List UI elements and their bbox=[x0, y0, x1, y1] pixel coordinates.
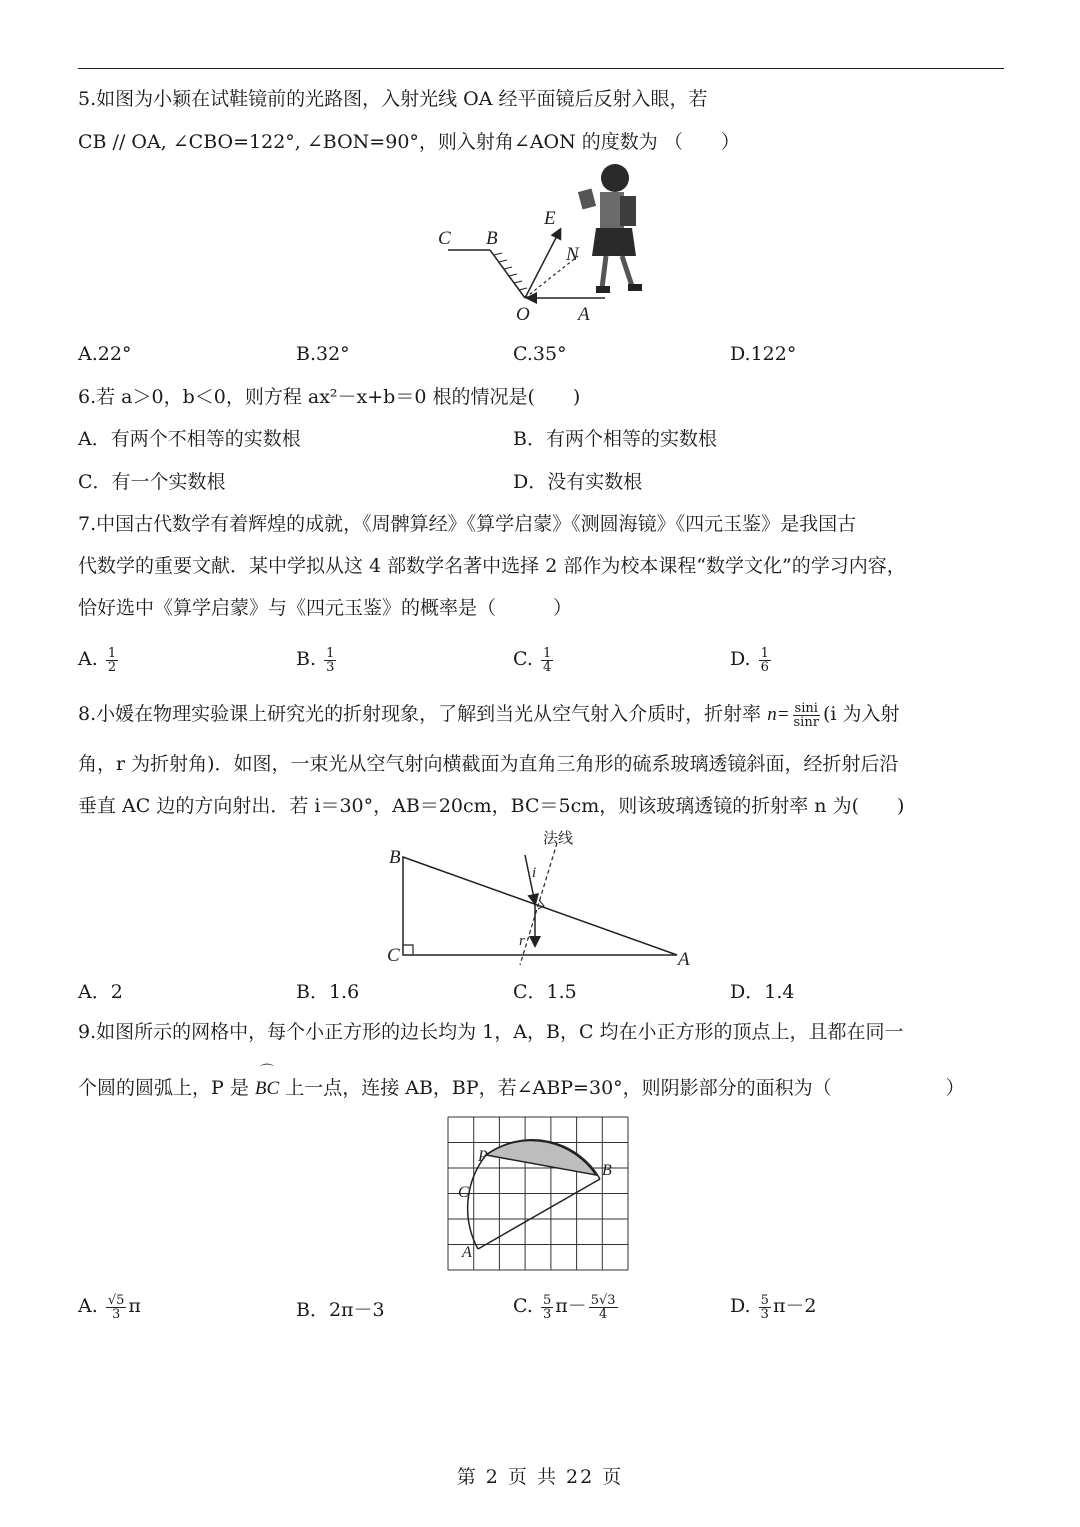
girl-illustration bbox=[578, 164, 642, 293]
q6-option-a: A．有两个不相等的实数根 bbox=[78, 428, 301, 450]
q9-figure bbox=[448, 1117, 630, 1271]
q8-label-c: C bbox=[387, 945, 400, 966]
q5-option-b: B.32° bbox=[296, 343, 350, 365]
q9-label-c: C bbox=[458, 1184, 469, 1201]
q7-line3: 恰好选中《算学启蒙》与《四元玉鉴》的概率是（ ） bbox=[78, 597, 573, 619]
q6-option-b: B．有两个相等的实数根 bbox=[513, 428, 717, 450]
q6-line1: 6.若 a＞0，b＜0，则方程 ax²－x+b＝0 根的情况是( ) bbox=[78, 386, 581, 408]
header-rule bbox=[78, 68, 1004, 69]
q9-label-a: A bbox=[462, 1244, 472, 1261]
q9-arc-bc: BC bbox=[254, 1078, 280, 1099]
q9-label-p: P bbox=[478, 1148, 488, 1165]
q8-option-a: A．2 bbox=[78, 981, 123, 1003]
q8-line3: 垂直 AC 边的方向射出．若 i＝30°，AB＝20cm，BC＝5cm，则该玻璃透镜的折射率 n 为( ) bbox=[78, 795, 905, 817]
q8-label-r: r bbox=[519, 933, 525, 949]
q5-label-a: A bbox=[578, 304, 590, 325]
q8-option-b: B．1.6 bbox=[296, 981, 360, 1003]
q9-line1: 9.如图所示的网格中，每个小正方形的边长均为 1，A，B，C 均在小正方形的顶点上，且都在同一 bbox=[78, 1021, 904, 1043]
q9-option-b: B．2π－3 bbox=[296, 1299, 385, 1321]
q7-line2: 代数学的重要文献．某中学拟从这 4 部数学名著中选择 2 部作为校本课程“数学文化”的学习内容， bbox=[78, 555, 906, 577]
q9-label-b: B bbox=[602, 1162, 612, 1179]
q6-option-d: D．没有实数根 bbox=[513, 471, 643, 493]
q8-line1: 8.小媛在物理实验课上研究光的折射现象，了解到当光从空气射入介质时，折射率 n= $\frac{\sin i}{\sin r}$ (i 为入射 bbox=[78, 700, 900, 730]
q5-label-e: E bbox=[544, 208, 556, 229]
q7-line1: 7.中国古代数学有着辉煌的成就，《周髀算经》《算学启蒙》《测圆海镜》《四元玉鉴》是我国古 bbox=[78, 513, 857, 535]
q5-option-c: C.35° bbox=[513, 343, 567, 365]
q5-line2: CB // OA, ∠CBO=122°, ∠BON=90°，则入射角∠AON 的度数为 （ ） bbox=[78, 131, 740, 153]
q7-option-a: A. $\frac{1}{2}$ bbox=[78, 645, 117, 675]
page-footer: 第 2 页 共 22 页 bbox=[456, 1466, 624, 1488]
q9-option-c: C. $\frac{5}{3}$ π－ $\frac{5√3}{4}$ bbox=[513, 1292, 616, 1322]
q9-line2: 个圆的圆弧上，P 是 ⌒ BC 上一点，连接 AB，BP，若∠ABP=30°，则阴影部分的面积为（ ） bbox=[78, 1064, 965, 1099]
q8-label-i: i bbox=[532, 865, 537, 881]
q7-option-d: D. $\frac{1}{6}$ bbox=[730, 645, 769, 675]
q7-option-c: C. $\frac{1}{4}$ bbox=[513, 645, 552, 675]
q5-label-n: N bbox=[566, 244, 579, 265]
q8-line2: 角，r 为折射角)．如图，一束光从空气射向横截面为直角三角形的硫系玻璃透镜斜面，经折射后沿 bbox=[78, 753, 899, 775]
q8-label-b: B bbox=[389, 847, 401, 868]
q7-option-b: B. $\frac{1}{3}$ bbox=[296, 645, 335, 675]
q5-label-c: C bbox=[438, 228, 451, 249]
q5-figure bbox=[420, 160, 660, 330]
q8-option-c: C．1.5 bbox=[513, 981, 577, 1003]
q8-label-a: A bbox=[678, 949, 690, 970]
q6-option-c: C．有一个实数根 bbox=[78, 471, 226, 493]
q9-option-d: D. $\frac{5}{3}$ π－2 bbox=[730, 1292, 817, 1322]
q5-label-o: O bbox=[516, 304, 530, 325]
q8-figure bbox=[385, 825, 705, 975]
q9-option-a: A. $\frac{√5}{3}$ π bbox=[78, 1292, 141, 1322]
q5-label-b: B bbox=[486, 228, 498, 249]
q8-label-normal: 法线 bbox=[543, 829, 574, 847]
q5-option-d: D.122° bbox=[730, 343, 797, 365]
q5-option-a: A.22° bbox=[78, 343, 132, 365]
q8-option-d: D．1.4 bbox=[730, 981, 795, 1003]
q5-line1: 5.如图为小颖在试鞋镜前的光路图，入射光线 OA 经平面镜后反射入眼，若 bbox=[78, 88, 708, 110]
